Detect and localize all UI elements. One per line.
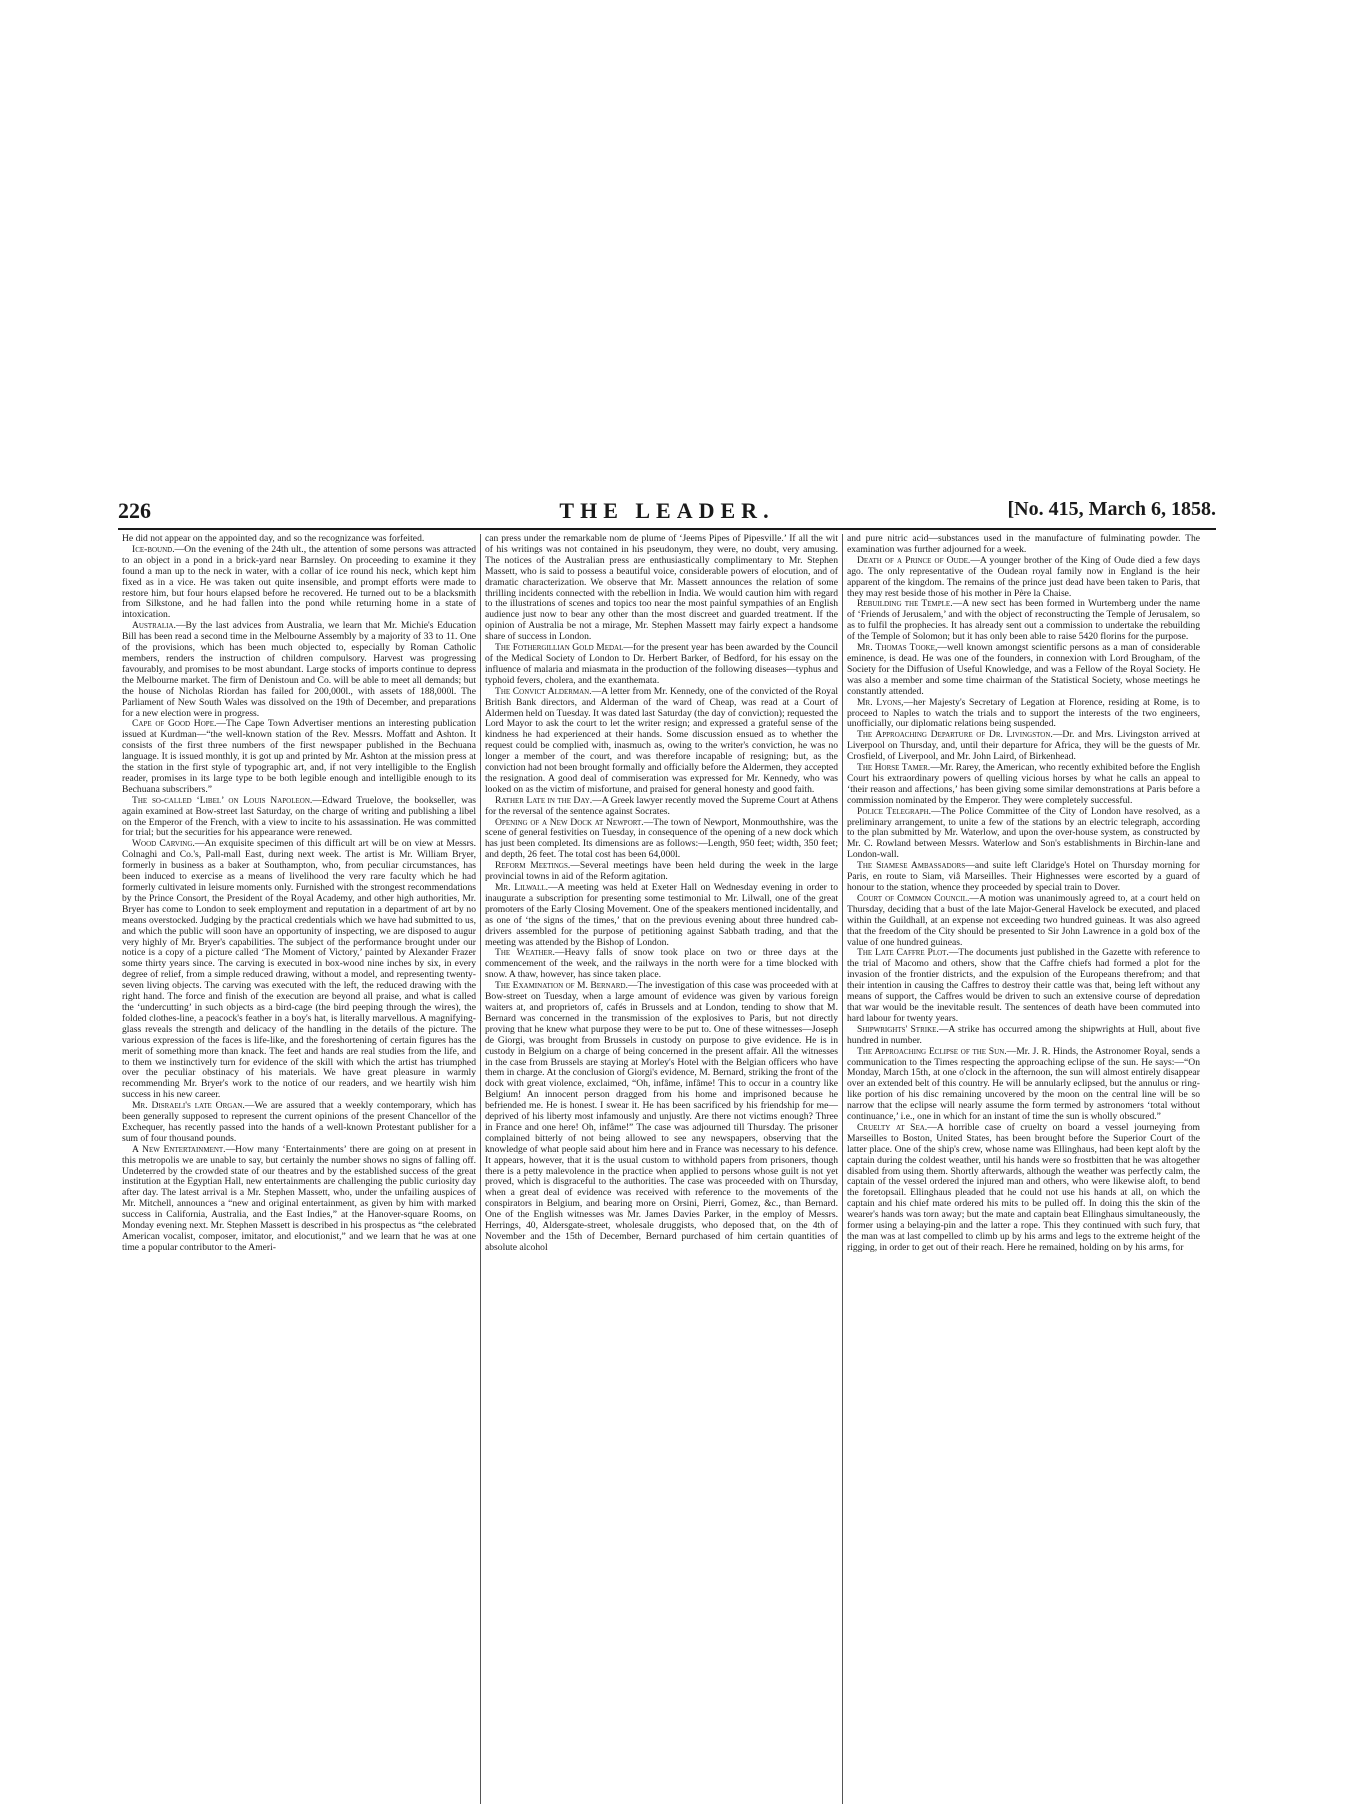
article-heading: Opening of a New Dock at Newport. <box>495 816 644 828</box>
article-paragraph: Cruelty at Sea.—A horrible case of cruelty on board a vessel journeying from Marseilles to Boston, United States, has been brought before the Superior Court of the latter place. One of the ship's crew, whose name was Ellinghaus, had been kept aloft by the captain during the coldest weather, until his hands were so frostbitten that he was altogether disabled from using them. Shortly afterwards, although the weather was perfectly calm, the captain of the vessel ordered the injured man and others, who were likewise aloft, to bend the foretopsail. Ellinghaus pleaded that he could not use his hands at all, on which the captain and his chief mate ordered his mits to be pulled off. In doing this the skin of the wearer's hands was torn away; but the mate and captain beat Ellinghaus simultaneously, the former using a belaying-pin and the latter a rope. This they continued with such fury, that the man was at last compelled to climb up by his arms and legs to the extreme height of the rigging, in order to get out of their reach. Here he remained, holding on by his arms, for <box>847 1121 1201 1253</box>
article-paragraph: Ice-bound.—On the evening of the 24th ult., the attention of some persons was attracted to an object in a pond in a brick-yard near Barnsley. On proceeding to examine it they found a man up to the neck in water, with a collar of ice round his neck, which kept him fixed as in a vice. He was taken out quite insensible, and prompt efforts were made to restore him, but four hours elapsed before he recovered. He turned out to be a blacksmith from Silkstone, and he had fallen into the pond while returning home in a state of intoxication. <box>122 543 476 621</box>
article-paragraph: Rather Late in the Day.—A Greek lawyer recently moved the Supreme Court at Athens for the reversal of the sentence against Socrates. <box>485 794 839 817</box>
article-heading: Shipwrights' Strike. <box>857 1023 939 1035</box>
article-paragraph: The Approaching Departure of Dr. Livingston.—Dr. and Mrs. Livingston arrived at Liverpool on Thursday, and, until their departure for Africa, they will be the guests of Mr. Crosfield, of Liverpool, and Mr. John Laird, of Birkenhead. <box>847 729 1201 763</box>
article-text: He did not appear on the appointed day, and so the recognizance was forfeited. <box>122 534 425 544</box>
article-text: A new sect has been formed in Wurtemberg under the name of ‘Friends of Jerusalem,’ and with the object of reconstructing the Temple of Jerusalem, so as to fulfil the prophecies. It has already sent out a commission to undertake the rebuilding of the Temple of Solomon; but it has only been able to raise 5420 florins for the purpose. <box>847 598 1200 643</box>
article-text: On the evening of the 24th ult., the attention of some persons was attracted to an object in a pond in a brick-yard near Barnsley. On proceeding to examine it they found a man up to the neck in water, with a collar of ice round his neck, which kept him fixed as in a vice. He was taken out quite insensible, and prompt efforts were made to restore him, but four hours elapsed before he recovered. He turned out to be a blacksmith from Silkstone, and he had fallen into the pond while returning home in a state of intoxication. <box>122 543 476 621</box>
article-paragraph: Court of Common Council.—A motion was unanimously agreed to, at a court held on Thursday, deciding that a bust of the late Major-General Havelock be executed, and placed within the Guildhall, at an expense not exceeding two hundred guineas. It was also agreed that the freedom of the City should be presented to Sir John Lawrence in a gold box of the value of one hundred guineas. <box>847 892 1200 948</box>
article-heading: The Approaching Eclipse of the Sun. <box>857 1045 1007 1057</box>
article-paragraph: Australia.—By the last advices from Australia, we learn that Mr. Michie's Education Bill has been read a second time in the Melbourne Assembly by a majority of 33 to 11. One of the provisions, which has been much objected to, especially by Roman Catholic members, renders the instruction of children compulsory. Harvest was progressing favourably, and promises to be most abundant. Large stocks of imports continue to depress the Melbourne market. The firm of Denistoun and Co. will be able to meet all demands; but the house of Nicholas Riordan has failed for 200,000l., with assets of 188,000l. The Parliament of New South Wales was dissolved on the 19th of December, and preparations for a new election were in progress. <box>122 620 476 719</box>
article-heading: The Examination of M. Bernard. <box>495 980 628 992</box>
article-text: A Greek lawyer recently moved the Supreme Court at Athens for the reversal of the sentence against Socrates. <box>485 794 839 817</box>
article-paragraph: The Siamese Ambassadors—and suite left Claridge's Hotel on Thursday morning for Paris, en route to Siam, viâ Marseilles. Their Highnesses were escorted by a guard of honour to the station, whence they proceeded by special train to Dover. <box>847 860 1200 893</box>
article-paragraph: Rebuilding the Temple.—A new sect has been formed in Wurtemberg under the name of ‘Friends of Jerusalem,’ and with the object of reconstructing the Temple of Jerusalem, so as to fulfil the prophecies. It has already sent out a commission to undertake the rebuilding of the Temple of Solomon; but it has only been able to raise 5420 florins for the purpose. <box>847 598 1200 643</box>
article-text: Heavy falls of snow took place on two or three days at the commencement of the week, and the railways in the north were for a time blocked with snow. A thaw, however, has since taken place. <box>485 947 838 981</box>
article-text: The Cape Town Advertiser mentions an interesting publication issued at Kurdman—“the well-known station of the Rev. Messrs. Moffatt and Ashton. It consists of the first three numbers of the first newspaper published in the Bechuana language. It is issued monthly, it is got up and printed by Mr. Ashton at the mission press at the station in the first style of typographic art, and, if not very intelligible to the English reader, promises in its large type to be both legible enough and intelligible enough to its Bechuana subscribers.” <box>122 718 476 795</box>
article-heading: The Fothergillian Gold Medal <box>495 642 624 654</box>
article-paragraph: Mr. Disraeli's late Organ.—We are assured that a weekly contemporary, which has been generally supposed to represent the current opinions of the present Chancellor of the Exchequer, has recently passed into the hands of a well-known Protestant publisher for a sum of four thousand pounds. <box>122 1100 476 1144</box>
article-text: A motion was unanimously agreed to, at a court held on Thursday, deciding that a bust of the late Major-General Havelock be executed, and placed within the Guildhall, at an expense not exceeding two hundred guineas. It was also agreed that the freedom of the City should be presented to Sir John Lawrence in a gold box of the value of one hundred guineas. <box>847 892 1200 948</box>
article-paragraph: Death of a Prince of Oude.—A younger brother of the King of Oude died a few days ago. The only representative of the Oudean royal family now in England is the heir apparent of the kingdom. The remains of the prince just dead have been taken to Paris, that they may rest beside those of his mother in Père la Chaise. <box>847 554 1200 599</box>
article-text: and pure nitric acid—substances used in the manufacture of fulminating powder. The examination was further adjourned for a week. <box>847 534 1200 555</box>
article-heading: Rather Late in the Day. <box>495 794 593 806</box>
article-text: well known amongst scientific persons as a man of considerable eminence, is dead. He was one of the founders, in connexion with Lord Brougham, of the Society for the Diffusion of Useful Knowledge, and was a Fellow of the Royal Society. He was also a member and some time chairman of the Statistical Society, whose meetings he constantly attended. <box>847 642 1200 697</box>
article-text: A strike has occurred among the shipwrights at Hull, about five hundred in number. <box>847 1023 1200 1046</box>
article-paragraph: The Approaching Eclipse of the Sun.—Mr. J. R. Hinds, the Astronomer Royal, sends a communication to the Times respecting the approaching eclipse of the sun. He says:—“On Monday, March 15th, at one o'clock in the afternoon, the sun will almost entirely disappear over an extended belt of this country. He will be annularly eclipsed, but the annulus or ring-like portion of his disc remaining uncovered by the moon on the central line will be so narrow that the eclipse will nearly assume the form termed by astronomers ‘total without continuance,’ i.e., one in which for an instant of time the sun is wholly obscured.” <box>847 1045 1200 1123</box>
article-heading: Wood Carving. <box>132 838 195 850</box>
issue-info: [No. 415, March 6, 1858. <box>1007 498 1216 520</box>
article-paragraph <box>485 534 838 643</box>
article-heading: Mr. Lyons, <box>857 696 904 708</box>
article-text: Mr. Rarey, the American, who recently exhibited before the English Court his extraordinary powers of quelling vicious horses by what he calls an appeal to ‘their reason and affections,’ has been giving some similar demonstrations at Paris before a commission nominated by the Emperor. They were completely successful. <box>847 762 1200 806</box>
article-text: Edward Truelove, the bookseller, was again examined at Bow-street last Saturday, on the charge of writing and publishing a libel on the Emperor of the French, with a view to incite to his assassination. He was committed for trial; but the securities for his appearance were renewed. <box>122 794 476 839</box>
article-heading: The so-called ‘Libel’ on Louis Napoleon. <box>132 794 313 806</box>
article-paragraph: Wood Carving.—An exquisite specimen of this difficult art will be on view at Messrs. Colnaghi and Co.'s, Pall-mall East, during next week. The artist is Mr. William Bryer, formerly in business as a baker at Southampton, who, from peculiar circumstances, has been induced to exercise as a means of livelihood the very rare faculty which he had formerly cultivated in leisure moments only. Furnished with the strongest recommendations by the Prince Consort, the President of the Royal Academy, and other high authorities, Mr. Bryer has come to London to seek employment and reputation in a department of art by no means overstocked. Judging by the practical credentials which we have had submitted to us, and which the public will soon have an opportunity of inspecting, we are disposed to augur very highly of Mr. Bryer's capabilities. The subject of the performance brought under our notice is a copy of a picture called ‘The Moment of Victory,’ painted by Alexander Frazer some thirty years since. The carving is executed in box-wood nine inches by six, in every degree of relief, from a simple reduced drawing, without a model, and representing twenty-seven living objects. The carving was executed with the left, the reduced drawing with the right hand. The force and finish of the execution are beyond all praise, and what is called the ‘undercutting’ in such objects as a bird-cage (the bird peeping through the wires), the folded clothes-line, a peacock's feather in a boy's hat, is literally marvellous. A magnifying-glass reveals the strength and delicacy of the handling in the details of the picture. The various expression of the faces is life-like, and the foreshortening of certain figures has the merit of something more than knack. The feet and hands are real studies from the life, and to them we instinctively turn for evidence of the skill with which the artist has triumphed over the peculiar obstinacy of his materials. We have great pleasure in warmly recommending Mr. Bryer's work to the notice of our readers, and we heartily wish him success in his new career. <box>122 838 476 1101</box>
article-paragraph: Cape of Good Hope.—The Cape Town Advertiser mentions an interesting publication issued at Kurdman—“the well-known station of the Rev. Messrs. Moffatt and Ashton. It consists of the first three numbers of the first newspaper published in the Bechuana language. It is issued monthly, it is got up and printed by Mr. Ashton at the mission press at the station in the first style of typographic art, and, if not very intelligible to the English reader, promises in its large type to be both legible enough and intelligible enough to its Bechuana subscribers.” <box>122 718 476 795</box>
article-heading: Death of a Prince of Oude. <box>857 554 971 566</box>
article-paragraph: Opening of a New Dock at Newport.—The town of Newport, Monmouthshire, was the scene of general festivities on Tuesday, in consequence of the opening of a new dock which has just been completed. Its dimensions are as follows:—Length, 950 feet; width, 350 feet; and depth, 26 feet. The total cost has been 64,000l. <box>485 816 838 861</box>
article-text: and suite left Claridge's Hotel on Thursday morning for Paris, en route to Siam, viâ Marseilles. Their Highnesses were escorted by a guard of honour to the station, whence they proceeded by special train to Dover. <box>847 860 1200 893</box>
masthead <box>118 498 1216 530</box>
article-text: A horrible case of cruelty on board a vessel journeying from Marseilles to Boston, United States, has been brought before the Superior Court of the latter place. One of the ship's crew, whose name was Ellinghaus, had been kept aloft by the captain during the coldest weather, until his hands were so frostbitten that he was altogether disabled from using them. Shortly afterwards, although the weather was perfectly calm, the captain of the vessel ordered the injured man and others, who were likewise aloft, to bend the foretopsail. Ellinghaus pleaded that he could not use his hands at all, on which the captain and his chief mate ordered his mits to be pulled off. In doing this the skin of the wearer's hands was torn away; but the mate and captain beat Ellinghaus simultaneously, the former using a belaying-pin and the latter a rope. This they continued with such fury, that the man was at last compelled to climb up by his arms and legs to the extreme height of the rigging, in order to get out of their reach. Here he remained, holding on by his arms, for <box>847 1121 1201 1253</box>
article-paragraph: The Late Caffre Plot.—The documents just published in the Gazette with reference to the trial of Macomo and others, show that the Caffre chiefs had formed a plot for the invasion of the frontier districts, and the expulsion of the Europeans therefrom; and that their intention in causing the Caffres to destroy their cattle was that, being left without any means of support, the Caffres would be driven to such an extensive course of depredation that war would be the inevitable result. The sentences of death have been commuted into hard labour for twenty years. <box>847 947 1200 1024</box>
article-heading: The Convict Alderman. <box>495 685 592 697</box>
article-heading: Mr. Disraeli's late Organ. <box>132 1100 245 1112</box>
article-paragraph: The Examination of M. Bernard.—The investigation of this case was proceeded with at Bow-street on Tuesday, when a large amount of evidence was given by various foreign waiters at, and proprietors of, cafés in Brussels and at London, tending to show that M. Bernard was concerned in the transmission of the explosives to Paris, but not directly proving that he knew what purpose they were to be put to. One of these witnesses—Joseph de Giorgi, was brought from Brussels in custody on purpose to give evidence. He is in custody in Belgium on a charge of being concerned in the present affair. All the witnesses in the case from Brussels are staying at Morley's Hotel with the Belgian officers who have them in charge. At the conclusion of Giorgi's evidence, M. Bernard, striking the front of the dock with great violence, exclaimed, “Oh, infâme, infâme! This to occur in a country like Belgium! An innocent person dragged from his home and imprisoned because he befriended me. He is honest. I swear it. He has been sacrificed by his friendship for me—deprived of his liberty most infamously and unjustly. Are there not victims enough? Three in France and one here! Oh, infâme!” The case was adjourned till Thursday. The prisoner complained bitterly of not being allowed to see any newspapers, observing that the knowledge of what people said about him here and in France was necessary to his defence. It appears, however, that it is the usual custom to withhold papers from prisoners, though there is a petty malevolence in the practice when applied to persons whose guilt is not yet proved, which is disgraceful to the authorities. The case was proceeded with on Thursday, when a great deal of evidence was received with reference to the movements of the conspirators in Belgium, and bearing more on Orsini, Pierri, Gomez, &c., than Bernard. One of the English witnesses was Mr. James Davies Parker, in the employ of Messrs. Herrings, 40, Aldersgate-street, wholesale druggists, who deposed that, on the 4th of November and the 15th of December, Bernard purchased of him certain quantities of absolute alcohol <box>485 980 838 1253</box>
newspaper-title: THE LEADER. <box>559 498 775 523</box>
article-heading: A New Entertainment. <box>132 1143 226 1155</box>
article-text: A letter from Mr. Kennedy, one of the convicted of the Royal British Bank directors, and Alderman of the ward of Cheap, was read at a Court of Aldermen held on Tuesday. It was dated last Saturday (the day of conviction); requested the Lord Mayor to ask the court to let the writer resign; and expressed a grateful sense of the kindness he had experienced at their hands. Some discussion ensued as to whether the request could be complied with, inasmuch as, owing to the writer's conviction, he was no longer a member of the court, and was therefore incapable of resigning; but, as the conviction had not been brought formally and officially before the Aldermen, they accepted the resignation. A good deal of commiseration was expressed for Mr. Kennedy, who was looked on as the victim of misfortune, and praised for general honesty and good faith. <box>485 685 839 795</box>
article-text: Dr. and Mrs. Livingston arrived at Liverpool on Thursday, and, until their departure for Africa, they will be the guests of Mr. Crosfield, of Liverpool, and Mr. John Laird, of Birkenhead. <box>847 729 1201 763</box>
article-heading: Ice-bound. <box>132 543 175 555</box>
article-columns <box>118 534 1216 1804</box>
article-paragraph: A New Entertainment.—How many ‘Entertainments’ there are going on at present in this metropolis we are unable to say, but certainly the number shows no signs of falling off. Undeterred by the crowded state of our theatres and by the established success of the great institution at the Egyptian Hall, new entertainments are challenging the public curiosity day after day. The latest arrival is a Mr. Stephen Massett, who, under the unfailing auspices of Mr. Mitchell, announces a “new and original entertainment, as given by him with marked success in California, Australia, and the East Indies,” at the Hanover-square Rooms, on Monday evening next. Mr. Stephen Massett is described in his prospectus as “the celebrated American vocalist, composer, imitator, and elocutionist,” and we learn that he was at one time a popular contributor to the Ameri- <box>122 1143 476 1253</box>
article-heading: The Horse Tamer. <box>857 762 931 774</box>
article-text: The Police Committee of the City of London have resolved, as a preliminary arrangement, to unite a few of the stations by an electric telegraph, according to the plan submitted by Mr. Waterlow, and upon the over-house system, as constructed by Mr. C. Rowland between Messrs. Waterlow and Son's establishments in Birchin-lane and London-wall. <box>847 805 1201 861</box>
article-paragraph: Shipwrights' Strike.—A strike has occurred among the shipwrights at Hull, about five hundred in number. <box>847 1023 1200 1046</box>
article-paragraph: The so-called ‘Libel’ on Louis Napoleon.—Edward Truelove, the bookseller, was again examined at Bow-street last Saturday, on the charge of writing and publishing a libel on the Emperor of the French, with a view to incite to his assassination. He was committed for trial; but the securities for his appearance were renewed. <box>122 794 476 839</box>
article-paragraph: The Horse Tamer.—Mr. Rarey, the American, who recently exhibited before the English Court his extraordinary powers of quelling vicious horses by what he calls an appeal to ‘their reason and affections,’ has been giving some similar demonstrations at Paris before a commission nominated by the Emperor. They were completely successful. <box>847 762 1200 806</box>
article-heading: Reform Meetings. <box>495 860 571 872</box>
article-heading: Mr. Lilwall. <box>495 882 549 893</box>
column-1 <box>118 534 480 1804</box>
article-text: A younger brother of the King of Oude died a few days ago. The only representative of the Oudean royal family now in England is the heir apparent of the kingdom. The remains of the prince just dead have been taken to Paris, that they may rest beside those of his mother in Père la Chaise. <box>847 554 1200 599</box>
newspaper-page <box>118 498 1216 1806</box>
article-heading: Cape of Good Hope. <box>132 718 217 730</box>
article-paragraph <box>847 534 1200 556</box>
column-2 <box>480 534 842 1804</box>
article-heading: Police Telegraph. <box>857 805 932 817</box>
article-text: The town of Newport, Monmouthshire, was the scene of general festivities on Tuesday, in consequence of the opening of a new dock which has just been completed. Its dimensions are as follows:—Length, 950 feet; width, 350 feet; and depth, 26 feet. The total cost has been 64,000l. <box>485 816 838 861</box>
article-heading: The Weather. <box>495 947 555 959</box>
article-text: her Majesty's Secretary of Legation at Florence, residing at Rome, is to proceed to Naples to watch the trials and to support the interests of the two engineers, unofficially, our diplomatic relations being suspended. <box>847 696 1200 730</box>
article-text: How many ‘Entertainments’ there are going on at present in this metropolis we are unable to say, but certainly the number shows no signs of falling off. Undeterred by the crowded state of our theatres and by the established success of the great institution at the Egyptian Hall, new entertainments are challenging the public curiosity day after day. The latest arrival is a Mr. Stephen Massett, who, under the unfailing auspices of Mr. Mitchell, announces a “new and original entertainment, as given by him with marked success in California, Australia, and the East Indies,” at the Hanover-square Rooms, on Monday evening next. Mr. Stephen Massett is described in his prospectus as “the celebrated American vocalist, composer, imitator, and elocutionist,” and we learn that he was at one time a popular contributor to the Ameri- <box>122 1143 476 1253</box>
article-paragraph: Mr. Lilwall.—A meeting was held at Exeter Hall on Wednesday evening in order to inaugurate a subscription for presenting some testimonial to Mr. Lilwall, one of the great promoters of the Early Closing Movement. One of the speakers mentioned incidentally, and as one of ‘the signs of the times,’ that on the previous evening about three hundred cab-drivers assembled for the purpose of petitioning against Sabbath trading, and that the meeting was attended by the Bishop of London. <box>485 882 839 948</box>
article-heading: Rebuilding the Temple. <box>857 598 953 610</box>
article-heading: The Siamese Ambassadors <box>857 860 966 872</box>
article-paragraph: The Weather.—Heavy falls of snow took place on two or three days at the commencement of the week, and the railways in the north were for a time blocked with snow. A thaw, however, has since taken place. <box>485 947 838 981</box>
article-heading: Australia. <box>132 620 176 632</box>
article-text: can press under the remarkable nom de plume of ‘Jeems Pipes of Pipesville.’ If all the wit of his writings was not contained in his pseudonym, they were, no doubt, very amusing. The notices of the Australian press are enthusiastically complimentary to Mr. Stephen Massett, who is said to possess a beautiful voice, considerable powers of elocution, and of dramatic characterization. We observe that Mr. Massett announces the relation of some thrilling incidents connected with the rebellion in India. We would caution him with regard to the illustrations of scenes and topics too near the most painful sympathies of an English audience just now to bear any other than the most discreet and guarded treatment. If the opinion of Australia be not a mirage, Mr. Stephen Massett may fairly expect a handsome share of success in London. <box>485 534 838 643</box>
page-number: 226 <box>118 498 151 523</box>
article-text: An exquisite specimen of this difficult art will be on view at Messrs. Colnaghi and Co.'s, Pall-mall East, during next week. The artist is Mr. William Bryer, formerly in business as a baker at Southampton, who, from peculiar circumstances, has been induced to exercise as a means of livelihood the very rare faculty which he had formerly cultivated in leisure moments only. Furnished with the strongest recommendations by the Prince Consort, the President of the Royal Academy, and other high authorities, Mr. Bryer has come to London to seek employment and reputation in a department of art by no means overstocked. Judging by the practical credentials which we have had submitted to us, and which the public will soon have an opportunity of inspecting, we are disposed to augur very highly of Mr. Bryer's capabilities. The subject of the performance brought under our notice is a copy of a picture called ‘The Moment of Victory,’ painted by Alexander Frazer some thirty years since. The carving is executed in box-wood nine inches by six, in every degree of relief, from a simple reduced drawing, without a model, and representing twenty-seven living objects. The carving was executed with the left, the reduced drawing with the right hand. The force and finish of the execution are beyond all praise, and what is called the ‘undercutting’ in such objects as a bird-cage (the bird peeping through the wires), the folded clothes-line, a peacock's feather in a boy's hat, is literally marvellous. A magnifying-glass reveals the strength and delicacy of the handling in the details of the picture. The various expression of the faces is life-like, and the foreshortening of certain figures has the merit of something more than knack. The feet and hands are real studies from the life, and to them we instinctively turn for evidence of the skill with which the artist has triumphed over the peculiar obstinacy of his materials. We have great pleasure in warmly recommending Mr. Bryer's work to the notice of our readers, and we heartily wish him success in his new career. <box>122 838 476 1101</box>
article-text: The documents just published in the Gazette with reference to the trial of Macomo and others, show that the Caffre chiefs had formed a plot for the invasion of the frontier districts, and the expulsion of the Europeans therefrom; and that their intention in causing the Caffres to destroy their cattle was that, being left without any means of support, the Caffres would be driven to such an extensive course of depredation that war would be the inevitable result. The sentences of death have been commuted into hard labour for twenty years. <box>847 947 1200 1024</box>
article-text: The investigation of this case was proceeded with at Bow-street on Tuesday, when a large amount of evidence was given by various foreign waiters at, and proprietors of, cafés in Brussels and at London, tending to show that M. Bernard was concerned in the transmission of the explosives to Paris, but not directly proving that he knew what purpose they were to be put to. One of these witnesses—Joseph de Giorgi, was brought from Brussels in custody on purpose to give evidence. He is in custody in Belgium on a charge of being concerned in the present affair. All the witnesses in the case from Brussels are staying at Morley's Hotel with the Belgian officers who have them in charge. At the conclusion of Giorgi's evidence, M. Bernard, striking the front of the dock with great violence, exclaimed, “Oh, infâme, infâme! This to occur in a country like Belgium! An innocent person dragged from his home and imprisoned because he befriended me. He is honest. I swear it. He has been sacrificed by his friendship for me—deprived of his liberty most infamously and unjustly. Are there not victims enough? Three in France and one here! Oh, infâme!” The case was adjourned till Thursday. The prisoner complained bitterly of not being allowed to see any newspapers, observing that the knowledge of what people said about him here and in France was necessary to his defence. It appears, however, that it is the usual custom to withhold papers from prisoners, though there is a petty malevolence in the practice when applied to persons whose guilt is not yet proved, which is disgraceful to the authorities. The case was proceeded with on Thursday, when a great deal of evidence was received with reference to the movements of the conspirators in Belgium, and bearing more on Orsini, Pierri, Gomez, &c., than Bernard. One of the English witnesses was Mr. James Davies Parker, in the employ of Messrs. Herrings, 40, Aldersgate-street, wholesale druggists, who deposed that, on the 4th of November and the 15th of December, Bernard purchased of him certain quantities of absolute alcohol <box>485 980 838 1253</box>
article-paragraph: The Convict Alderman.—A letter from Mr. Kennedy, one of the convicted of the Royal British Bank directors, and Alderman of the ward of Cheap, was read at a Court of Aldermen held on Tuesday. It was dated last Saturday (the day of conviction); requested the Lord Mayor to ask the court to let the writer resign; and expressed a grateful sense of the kindness he had experienced at their hands. Some discussion ensued as to whether the request could be complied with, inasmuch as, owing to the writer's conviction, he was no longer a member of the court, and was therefore incapable of resigning; but, as the conviction had not been brought formally and officially before the Aldermen, they accepted the resignation. A good deal of commiseration was expressed for Mr. Kennedy, who was looked on as the victim of misfortune, and praised for general honesty and good faith. <box>485 685 839 795</box>
article-text: for the present year has been awarded by the Council of the Medical Society of London to Dr. Herbert Barker, of Bedford, for his essay on the influence of malaria and miasmata in the production of the following diseases—typhus and typhoid fevers, cholera, and the exanthemata. <box>485 642 838 686</box>
article-text: Mr. J. R. Hinds, the Astronomer Royal, sends a communication to the Times respecting the approaching eclipse of the sun. He says:—“On Monday, March 15th, at one o'clock in the afternoon, the sun will almost entirely disappear over an extended belt of this country. He will be annularly eclipsed, but the annulus or ring-like portion of his disc remaining uncovered by the moon on the central line will be so narrow that the eclipse will nearly assume the form termed by astronomers ‘total without continuance,’ i.e., one in which for an instant of time the sun is wholly obscured.” <box>847 1045 1200 1123</box>
article-heading: Mr. Thomas Tooke, <box>857 642 938 654</box>
article-text: We are assured that a weekly contemporary, which has been generally supposed to represent the current opinions of the present Chancellor of the Exchequer, has recently passed into the hands of a well-known Protestant publisher for a sum of four thousand pounds. <box>122 1100 476 1144</box>
article-text: By the last advices from Australia, we learn that Mr. Michie's Education Bill has been read a second time in the Melbourne Assembly by a majority of 33 to 11. One of the provisions, which has been much objected to, especially by Roman Catholic members, renders the instruction of children compulsory. Harvest was progressing favourably, and promises to be most abundant. Large stocks of imports continue to depress the Melbourne market. The firm of Denistoun and Co. will be able to meet all demands; but the house of Nicholas Riordan has failed for 200,000l., with assets of 188,000l. The Parliament of New South Wales was dissolved on the 19th of December, and preparations for a new election were in progress. <box>122 620 476 719</box>
article-paragraph: Mr. Thomas Tooke,—well known amongst scientific persons as a man of considerable eminence, is dead. He was one of the founders, in connexion with Lord Brougham, of the Society for the Diffusion of Useful Knowledge, and was a Fellow of the Royal Society. He was also a member and some time chairman of the Statistical Society, whose meetings he constantly attended. <box>847 642 1200 697</box>
article-heading: Court of Common Council. <box>857 892 970 904</box>
article-heading: The Approaching Departure of Dr. Livingston. <box>857 729 1053 741</box>
article-paragraph: Reform Meetings.—Several meetings have been held during the week in the large provincial towns in aid of the Reform agitation. <box>485 860 838 883</box>
article-text: Several meetings have been held during the week in the large provincial towns in aid of the Reform agitation. <box>485 860 838 883</box>
article-paragraph: Police Telegraph.—The Police Committee of the City of London have resolved, as a preliminary arrangement, to unite a few of the stations by an electric telegraph, according to the plan submitted by Mr. Waterlow, and upon the over-house system, as constructed by Mr. C. Rowland between Messrs. Waterlow and Son's establishments in Birchin-lane and London-wall. <box>847 805 1201 861</box>
column-3 <box>842 534 1204 1804</box>
article-text: A meeting was held at Exeter Hall on Wednesday evening in order to inaugurate a subscription for presenting some testimonial to Mr. Lilwall, one of the great promoters of the Early Closing Movement. One of the speakers mentioned incidentally, and as one of ‘the signs of the times,’ that on the previous evening about three hundred cab-drivers assembled for the purpose of petitioning against Sabbath trading, and that the meeting was attended by the Bishop of London. <box>485 882 839 948</box>
article-heading: The Late Caffre Plot. <box>857 947 949 959</box>
article-paragraph: The Fothergillian Gold Medal—for the present year has been awarded by the Council of the Medical Society of London to Dr. Herbert Barker, of Bedford, for his essay on the influence of malaria and miasmata in the production of the following diseases—typhus and typhoid fevers, cholera, and the exanthemata. <box>485 642 838 686</box>
article-heading: Cruelty at Sea. <box>857 1121 928 1133</box>
article-paragraph: Mr. Lyons,—her Majesty's Secretary of Legation at Florence, residing at Rome, is to proceed to Naples to watch the trials and to support the interests of the two engineers, unofficially, our diplomatic relations being suspended. <box>847 696 1200 730</box>
